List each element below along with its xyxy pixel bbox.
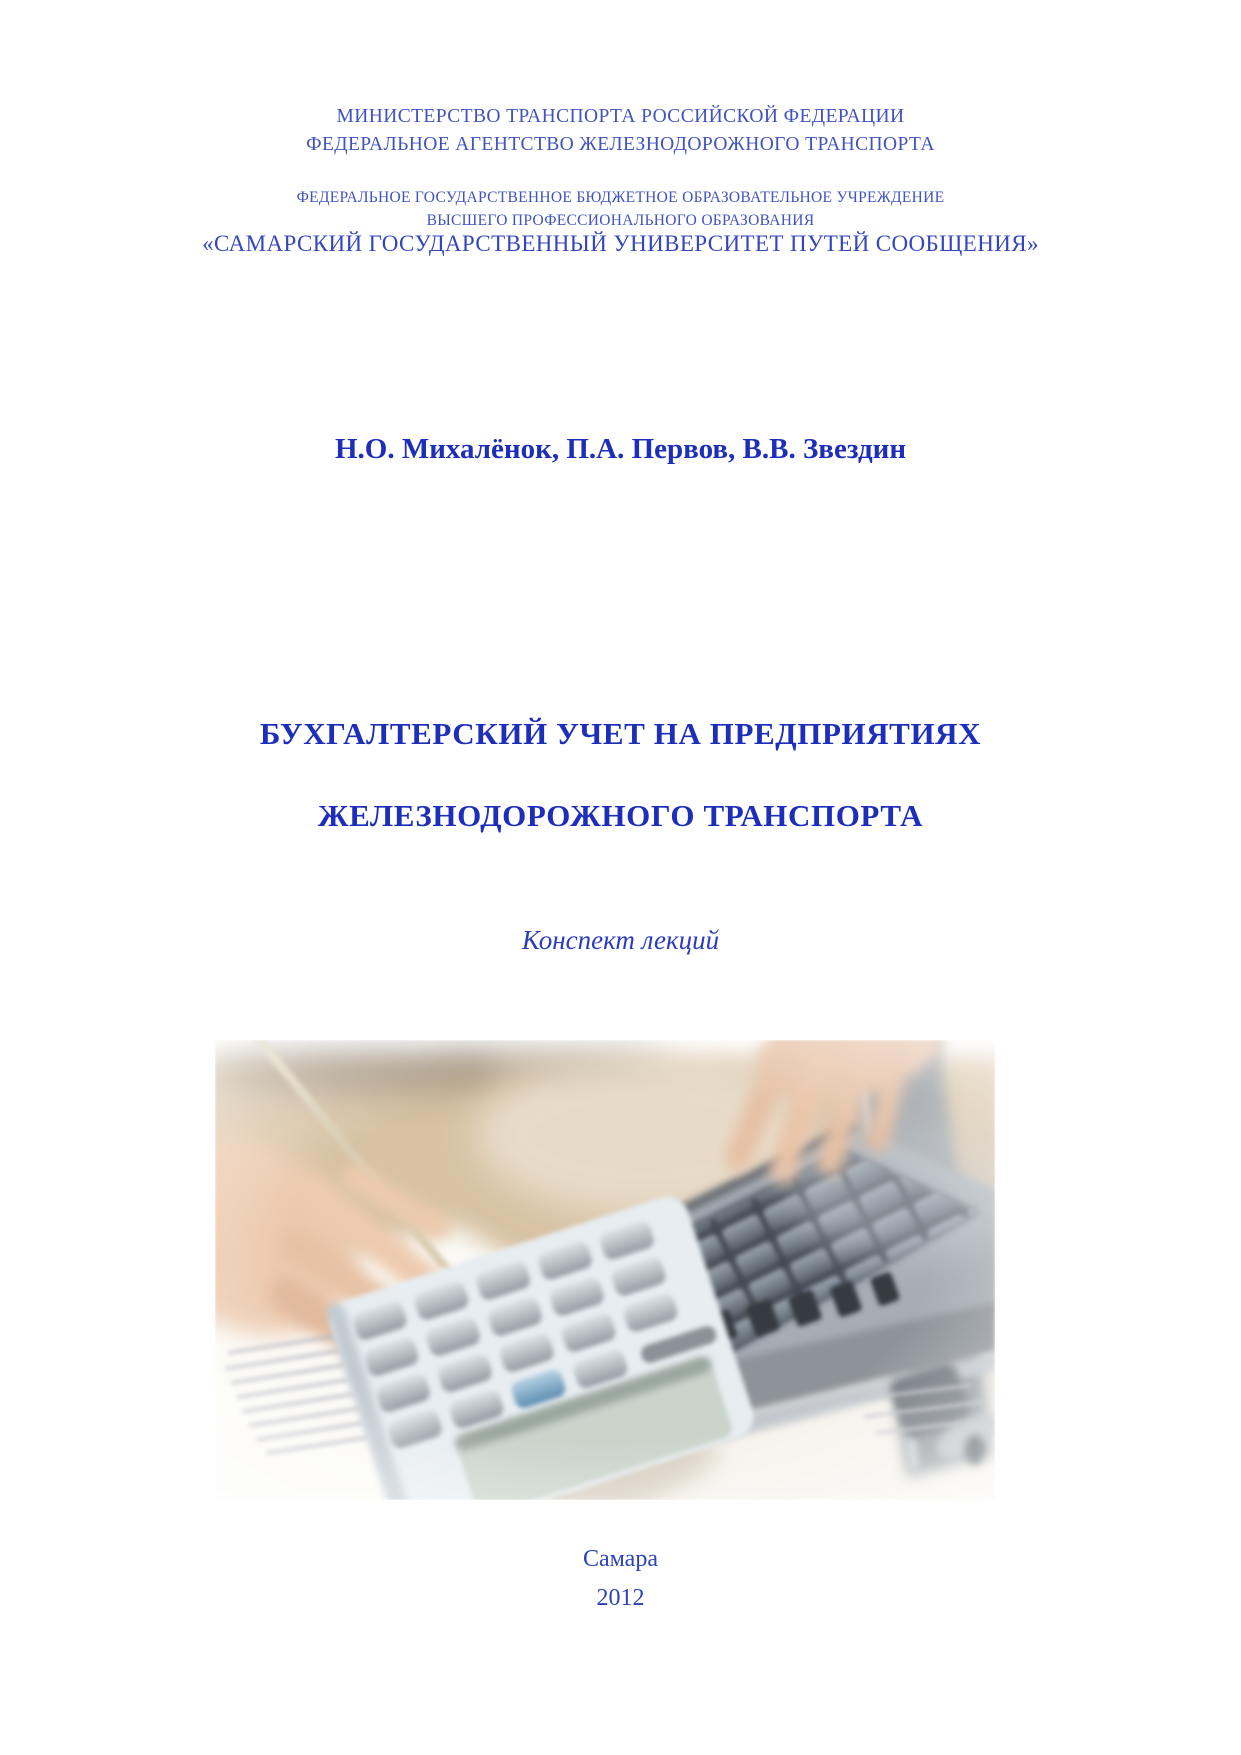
institution-line-2: ВЫСШЕГО ПРОФЕССИОНАЛЬНОГО ОБРАЗОВАНИЯ [426, 212, 815, 229]
ministry-line-2: ФЕДЕРАЛЬНОЕ АГЕНТСТВО ЖЕЛЕЗНОДОРОЖНОГО ТРАНСПОРТА [306, 134, 935, 155]
university-name: «САМАРСКИЙ ГОСУДАРСТВЕННЫЙ УНИВЕРСИТЕТ ПУТЕЙ СООБЩЕНИЯ» [202, 231, 1039, 256]
institution-line-1: ФЕДЕРАЛЬНОЕ ГОСУДАРСТВЕННОЕ БЮДЖЕТНОЕ ОБРАЗОВАТЕЛЬНОЕ УЧРЕЖДЕНИЕ [296, 189, 945, 206]
ministry-line-1: МИНИСТЕРСТВО ТРАНСПОРТА РОССИЙСКОЙ ФЕДЕРАЦИИ [336, 106, 905, 127]
book-title-line-1: БУХГАЛТЕРСКИЙ УЧЕТ НА ПРЕДПРИЯТИЯХ [259, 716, 982, 751]
subtitle: Конспект лекций [521, 925, 720, 955]
cover-photo [215, 1040, 995, 1500]
book-title-line-2: ЖЕЛЕЗНОДОРОЖНОГО ТРАНСПОРТА [317, 798, 924, 833]
publication-year: 2012 [596, 1585, 645, 1611]
authors: Н.О. Михалёнок, П.А. Первов, В.В. Звездин [334, 433, 907, 465]
publisher-city: Самара [583, 1546, 658, 1572]
cover-photo-illustration [215, 1040, 995, 1500]
